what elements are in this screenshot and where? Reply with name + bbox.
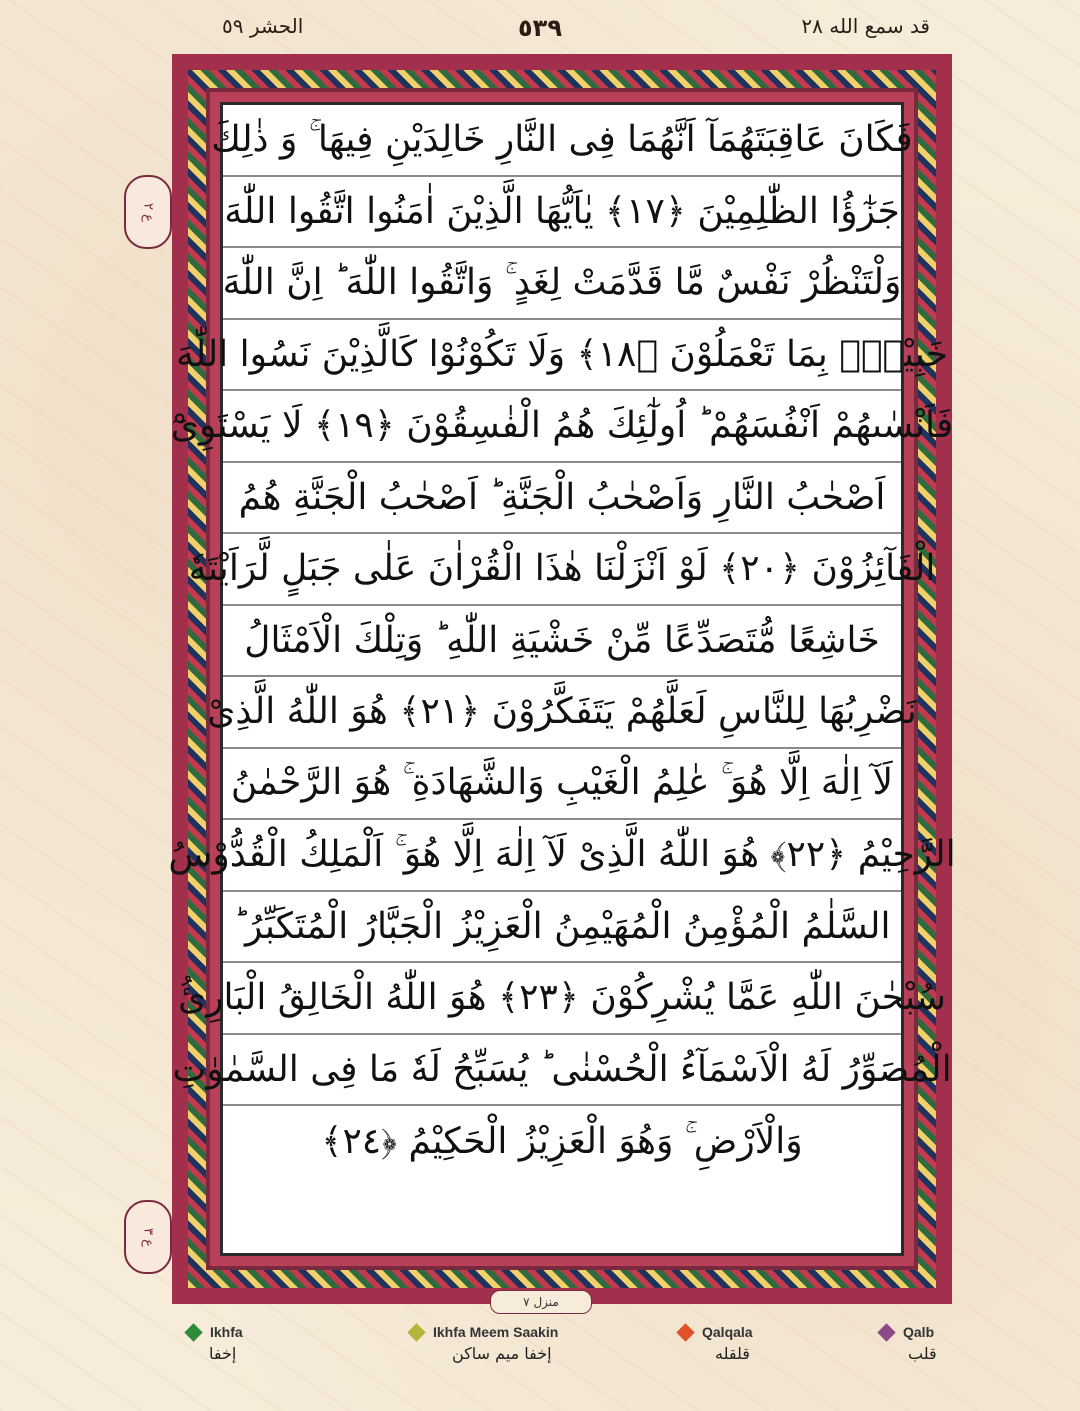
surah-name: الحشر ٥٩ <box>222 14 304 38</box>
diamond-icon <box>877 1323 895 1341</box>
verse-line: نَضْرِبُهَا لِلنَّاسِ لَعَلَّهُمْ يَتَفَكَّرُوْنَ ﴿٢١﴾ هُوَ اللّٰهُ الَّذِىْ <box>223 677 901 749</box>
verse-line: اَصْحٰبُ النَّارِ وَاَصْحٰبُ الْجَنَّةِ ؕ اَصْحٰبُ الْجَنَّةِ هُمُ <box>223 463 901 535</box>
verse-line: الْمُصَوِّرُ لَهُ الْاَسْمَآءُ الْحُسْنٰى ؕ يُسَبِّحُ لَهٗ مَا فِى السَّمٰوٰتِ <box>223 1035 901 1107</box>
diamond-icon <box>184 1323 202 1341</box>
verse-line: لَآ اِلٰهَ اِلَّا هُوَ ۚ عٰلِمُ الْغَيْبِ وَالشَّهَادَةِ ۚ هُوَ الرَّحْمٰنُ <box>223 749 901 821</box>
ornamental-border <box>168 54 956 1304</box>
verse-line: السَّلٰمُ الْمُؤْمِنُ الْمُهَيْمِنُ الْعَزِيْزُ الْجَبَّارُ الْمُتَكَبِّرُ ؕ <box>223 892 901 964</box>
verse-text-box <box>168 102 956 1256</box>
verse-line: فَاَنْسٰىهُمْ اَنْفُسَهُمْ ؕ اُولٰٓئِكَ هُمُ الْفٰسِقُوْنَ ﴿١٩﴾ لَا يَسْتَوِىْٓ <box>223 391 901 463</box>
verse-line: وَلْتَنْظُرْ نَفْسٌ مَّا قَدَّمَتْ لِغَدٍ ۚ وَاتَّقُوا اللّٰهَ ؕ اِنَّ اللّٰهَ <box>223 248 901 320</box>
diamond-icon <box>407 1323 425 1341</box>
ruku-marker: ع ٢ <box>124 175 172 249</box>
page-number: ٥٣٩ <box>518 14 562 42</box>
legend-item-qalb: Qalb قلب <box>880 1324 937 1363</box>
verse-line: جَزٰٓؤُا الظّٰلِمِيْنَ ﴿١٧﴾ يٰاَيُّهَا الَّذِيْنَ اٰمَنُوا اتَّقُوا اللّٰهَ <box>223 177 901 249</box>
legend-item-ikhfa: Ikhfa إخفا <box>187 1324 243 1363</box>
verse-line: الرَّحِيْمُ ﴿٢٢﴾ هُوَ اللّٰهُ الَّذِىْ لَآ اِلٰهَ اِلَّا هُوَ ۚ اَلْمَلِكُ الْقُدُّوْسُ <box>223 820 901 892</box>
legend-item-qalqala: Qalqala قلقله <box>679 1324 753 1363</box>
juz-name: قد سمع الله ٢٨ <box>801 14 930 38</box>
verse-line: فَكَانَ عَاقِبَتَهُمَآ اَنَّهُمَا فِى النَّارِ خَالِدَيْنِ فِيهَا ۚ وَ ذٰلِكَ <box>223 105 901 177</box>
verse-line: الْفَآئِزُوْنَ ﴿٢٠﴾ لَوْ اَنْزَلْنَا هٰذَا الْقُرْاٰنَ عَلٰى جَبَلٍ لَّرَاَيْتَهٗ <box>223 534 901 606</box>
ruku-marker: ع ٣ <box>124 1200 172 1274</box>
verse-line: خَبِيْرٌۢ بِمَا تَعْمَلُوْنَ ﴿١٨﴾ وَلَا تَكُوْنُوْا كَالَّذِيْنَ نَسُوا اللّٰهَ <box>223 320 901 392</box>
manzil-label: منزل ٧ <box>490 1290 592 1314</box>
diamond-icon <box>676 1323 694 1341</box>
verse-line: وَالْاَرْضِ ۚ وَهُوَ الْعَزِيْزُ الْحَكِيْمُ ﴿٢٤﴾ <box>321 1120 803 1162</box>
tajweed-legend <box>0 1324 1080 1404</box>
legend-item-ikhfa-meem-saakin: Ikhfa Meem Saakin إخفا میم ساکن <box>410 1324 558 1363</box>
page-header <box>0 14 1080 48</box>
inner-border <box>168 88 956 1270</box>
verse-line: سُبْحٰنَ اللّٰهِ عَمَّا يُشْرِكُوْنَ ﴿٢٣﴾ هُوَ اللّٰهُ الْخَالِقُ الْبَارِئُ <box>223 963 901 1035</box>
verse-line: خَاشِعًا مُّتَصَدِّعًا مِّنْ خَشْيَةِ اللّٰهِ ؕ وَتِلْكَ الْاَمْثَالُ <box>223 606 901 678</box>
